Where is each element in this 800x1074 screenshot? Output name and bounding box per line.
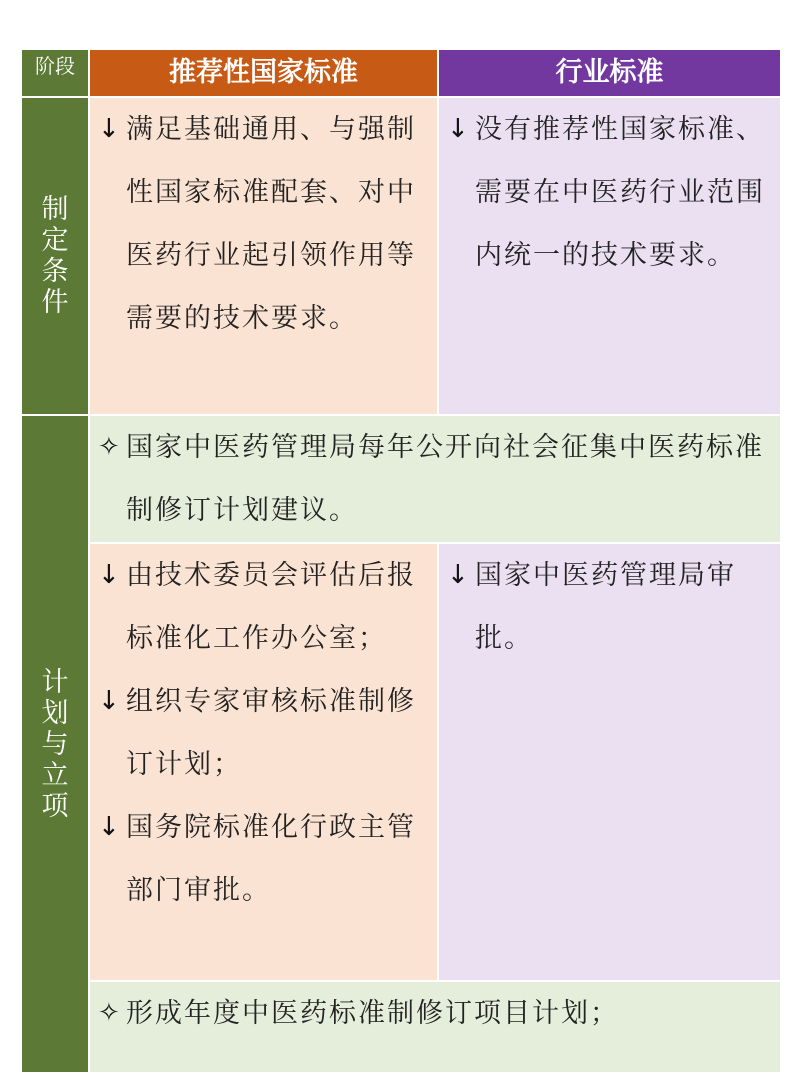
diamond-icon: ✧: [98, 998, 122, 1028]
row-planning-common-2: [21, 981, 781, 1073]
row-planning-common: [21, 415, 781, 543]
list-item: [439, 98, 780, 287]
arrow-down-icon: ↓: [98, 812, 122, 842]
planning-recommended-item-1: 由技术委员会评估后报标准化工作办公室；: [126, 560, 416, 654]
conditions-industry-text: 没有推荐性国家标准、需要在中医药行业范围内统一的技术要求。: [475, 114, 765, 271]
list-item: [90, 982, 780, 1045]
list-item: [439, 544, 780, 670]
stage-char: 制: [41, 194, 69, 225]
list-item: [90, 544, 437, 670]
list-item: [90, 796, 437, 922]
conditions-recommended-text: 满足基础通用、与强制性国家标准配套、对中医药行业起引领作用等需要的技术要求。: [126, 114, 416, 334]
stage-char: 与: [41, 728, 69, 760]
planning-industry-cell: [438, 543, 781, 981]
conditions-recommended-cell: [89, 97, 438, 415]
stage-char: 立: [41, 759, 69, 791]
header-industry: 行业标准: [438, 49, 781, 97]
stage-char: 计: [41, 666, 69, 698]
list-item: [90, 416, 780, 542]
arrow-down-icon: ↓: [447, 560, 471, 590]
stage-char: 定: [41, 225, 69, 256]
row-conditions: [21, 97, 781, 415]
row-planning-split: [21, 543, 781, 981]
stage-char: 划: [41, 697, 69, 729]
planning-common-text-2: 形成年度中医药标准制修订项目计划；: [126, 998, 619, 1029]
stage-planning: [21, 415, 89, 1073]
stage-char: 项: [41, 790, 69, 822]
planning-industry-text: 国家中医药管理局审批。: [475, 560, 736, 654]
diamond-icon: ✧: [98, 432, 122, 462]
standards-table: [20, 48, 782, 1074]
stage-conditions: [21, 97, 89, 415]
planning-common-text-1: 国家中医药管理局每年公开向社会征集中医药标准制修订计划建议。: [126, 432, 764, 526]
conditions-industry-cell: [438, 97, 781, 415]
header-row: [21, 49, 781, 97]
planning-common-cell-1: [89, 415, 781, 543]
stage-char: 件: [41, 287, 69, 318]
header-recommended: 推荐性国家标准: [89, 49, 438, 97]
list-item: [90, 670, 437, 796]
planning-common-cell-2: [89, 981, 781, 1073]
header-stage: 阶段: [21, 49, 89, 97]
arrow-down-icon: ↓: [98, 686, 122, 716]
arrow-down-icon: ↓: [98, 560, 122, 590]
arrow-down-icon: ↓: [98, 114, 122, 144]
arrow-down-icon: ↓: [447, 114, 471, 144]
planning-recommended-item-3: 国务院标准化行政主管部门审批。: [126, 812, 416, 906]
planning-recommended-cell: [89, 543, 438, 981]
stage-char: 条: [41, 256, 69, 287]
planning-recommended-item-2: 组织专家审核标准制修订计划；: [126, 686, 416, 780]
list-item: [90, 98, 437, 350]
